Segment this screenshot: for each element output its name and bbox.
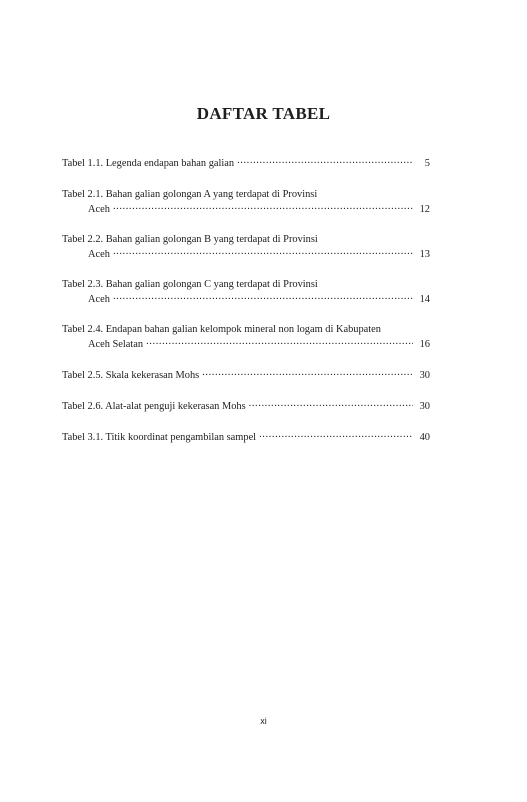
dot-leader — [113, 292, 413, 302]
dot-leader — [237, 156, 413, 166]
toc-entry-page: 5 — [424, 158, 430, 169]
toc-entry-label: Tabel 2.5. Skala kekerasan Mohs — [62, 370, 200, 381]
toc-entry-page: 30 — [419, 401, 430, 412]
toc-entry-label-continued: Aceh — [88, 249, 110, 260]
dot-leader — [259, 430, 413, 440]
toc-entry — [62, 187, 430, 217]
toc-entry-label: Tabel 1.1. Legenda endapan bahan galian — [62, 158, 235, 169]
dot-leader — [146, 337, 413, 347]
table-list — [62, 156, 430, 445]
toc-entry — [62, 430, 430, 445]
toc-entry — [62, 368, 430, 383]
dot-leader — [113, 247, 413, 257]
toc-entry-label: Tabel 2.4. Endapan bahan galian kelompok mineral non logam di Kabupaten — [62, 324, 381, 335]
dot-leader — [249, 399, 413, 409]
toc-entry-page: 14 — [419, 294, 430, 305]
toc-entry — [62, 156, 430, 171]
toc-entry — [62, 399, 430, 414]
toc-entry-page: 12 — [419, 204, 430, 215]
toc-entry-label: Tabel 2.3. Bahan galian golongan C yang terdapat di Provinsi — [62, 279, 318, 290]
page-title: DAFTAR TABEL — [196, 104, 331, 123]
toc-entry-label: Tabel 3.1. Titik koordinat pengambilan sampel — [62, 432, 257, 443]
toc-entry-page: 30 — [419, 370, 430, 381]
toc-entry — [62, 232, 430, 262]
toc-entry-label: Tabel 2.2. Bahan galian golongan B yang terdapat di Provinsi — [62, 234, 318, 245]
dot-leader — [113, 202, 413, 212]
toc-entry-label-continued: Aceh — [88, 204, 110, 215]
page-number: xi — [260, 716, 267, 726]
toc-entry — [62, 322, 430, 352]
dot-leader — [202, 368, 413, 378]
toc-entry-page: 13 — [419, 249, 430, 260]
toc-entry-label: Tabel 2.1. Bahan galian golongan A yang terdapat di Provinsi — [62, 189, 318, 200]
toc-entry-page: 40 — [419, 432, 430, 443]
toc-entry-label-continued: Aceh Selatan — [88, 339, 144, 350]
toc-entry-page: 16 — [419, 339, 430, 350]
toc-entry-label-continued: Aceh — [88, 294, 110, 305]
toc-entry-label: Tabel 2.6. Alat-alat penguji kekerasan Mohs — [62, 401, 246, 412]
toc-entry — [62, 277, 430, 307]
